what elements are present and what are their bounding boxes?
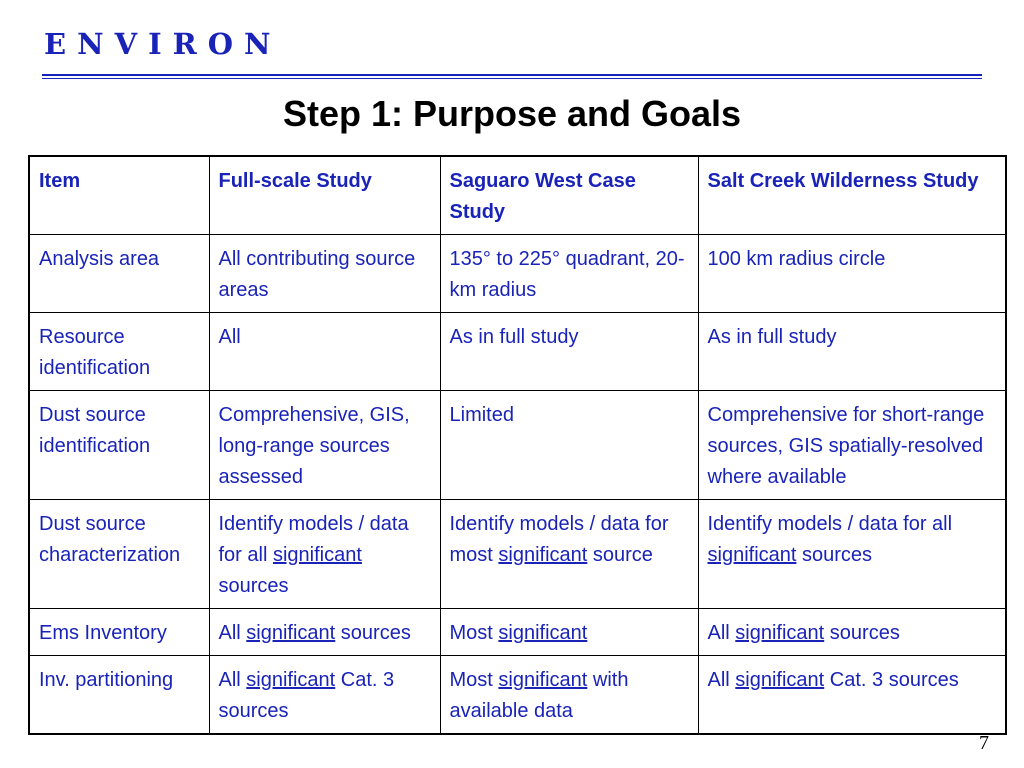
table-row <box>29 609 1006 656</box>
table-row <box>29 235 1006 313</box>
header-salt-creek: Salt Creek Wilderness Study <box>698 156 1006 235</box>
cell-full: All significant sources <box>209 609 440 656</box>
cell-saguaro: Most significant <box>440 609 698 656</box>
cell-full: All significant Cat. 3 sources <box>209 656 440 735</box>
cell-salt: As in full study <box>698 313 1006 391</box>
cell-saguaro: Most significant with available data <box>440 656 698 735</box>
cell-full: All contributing source areas <box>209 235 440 313</box>
header-rule-thin <box>42 78 982 79</box>
table-row <box>29 313 1006 391</box>
cell-salt: Identify models / data for all significant sources <box>698 500 1006 609</box>
cell-salt: All significant Cat. 3 sources <box>698 656 1006 735</box>
cell-salt: 100 km radius circle <box>698 235 1006 313</box>
header-full-scale: Full-scale Study <box>209 156 440 235</box>
cell-item: Ems Inventory <box>29 609 209 656</box>
table-row <box>29 656 1006 735</box>
cell-saguaro: Limited <box>440 391 698 500</box>
cell-saguaro: 135° to 225° quadrant, 20-km radius <box>440 235 698 313</box>
cell-item: Resource identification <box>29 313 209 391</box>
table-header-row <box>29 156 1006 235</box>
header-item: Item <box>29 156 209 235</box>
cell-full: Comprehensive, GIS, long-range sources assessed <box>209 391 440 500</box>
table-row <box>29 500 1006 609</box>
page-number: 7 <box>979 732 989 754</box>
cell-salt: Comprehensive for short-range sources, GIS spatially-resolved where available <box>698 391 1006 500</box>
table-row <box>29 391 1006 500</box>
cell-saguaro: As in full study <box>440 313 698 391</box>
cell-salt: All significant sources <box>698 609 1006 656</box>
header-saguaro: Saguaro West Case Study <box>440 156 698 235</box>
cell-saguaro: Identify models / data for most significant source <box>440 500 698 609</box>
cell-item: Inv. partitioning <box>29 656 209 735</box>
cell-item: Dust source characterization <box>29 500 209 609</box>
slide-title: Step 1: Purpose and Goals <box>282 93 742 134</box>
cell-item: Analysis area <box>29 235 209 313</box>
cell-full: All <box>209 313 440 391</box>
header-rule <box>42 74 982 76</box>
goals-table <box>28 155 1007 735</box>
environ-logo: ENVIRON <box>44 27 282 61</box>
cell-full: Identify models / data for all significant sources <box>209 500 440 609</box>
cell-item: Dust source identification <box>29 391 209 500</box>
